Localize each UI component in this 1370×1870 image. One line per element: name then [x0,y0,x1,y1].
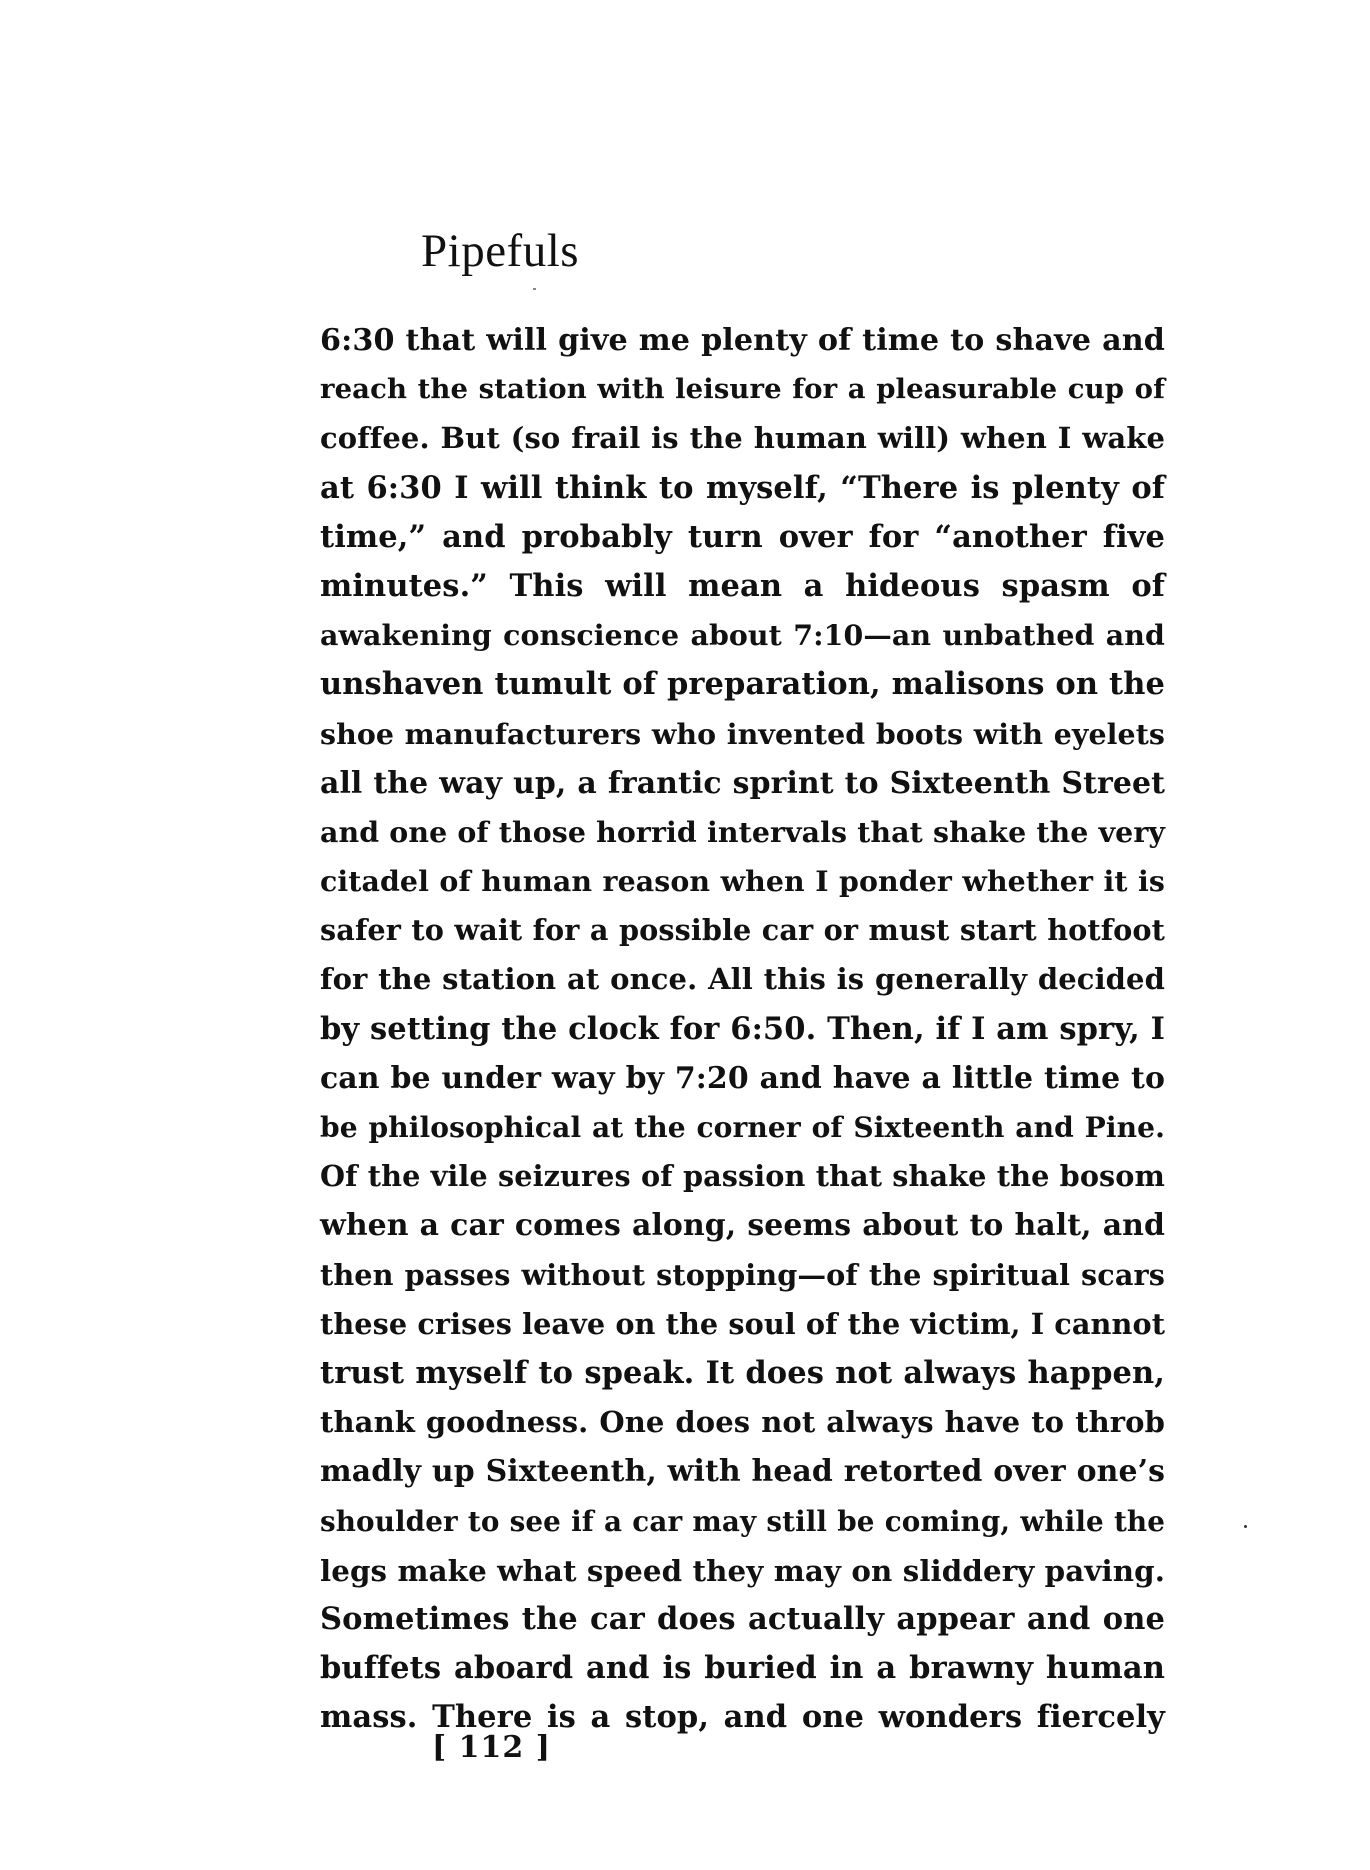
text-line: Of the vile seizures of passion that shake the bosom [320,1159,1165,1194]
text-line: trust myself to speak. It does not always happen, [320,1354,1165,1391]
text-line: minutes.” This will mean a hideous spasm of [320,567,1165,604]
text-line: 6:30 that will give me plenty of time to shave and [320,323,1165,358]
text-line: by setting the clock for 6:50. Then, if I am spry, I [320,1010,1165,1047]
body-text [320,316,1165,1742]
text-line: coffee. But (so frail is the human will) when I wake [320,421,1165,456]
ink-speck [1244,1525,1247,1528]
page-number: [ 112 ] [432,1730,551,1765]
text-line: buffets aboard and is buried in a brawny human [320,1650,1165,1687]
text-line: these crises leave on the soul of the victim, I cannot [320,1306,1166,1341]
text-line: all the way up, a frantic sprint to Sixteenth Street [320,765,1165,801]
running-head: Pipefuls [421,225,580,277]
text-line: legs make what speed they may on sliddery paving. [320,1552,1165,1588]
text-line: reach the station with leisure for a pleasurable cup of [320,373,1165,406]
ink-speck [533,288,536,290]
text-line: be philosophical at the corner of Sixteenth and Pine. [320,1111,1165,1144]
text-line: at 6:30 I will think to myself, “There is plenty of [320,469,1165,506]
text-line: safer to wait for a possible car or must start hotfoot [320,913,1165,948]
text-line: and one of those horrid intervals that shake the very [320,814,1165,849]
text-line: mass. There is a stop, and one wonders fiercely [320,1699,1165,1736]
text-line: can be under way by 7:20 and have a little time to [320,1060,1165,1096]
text-line: unshaven tumult of preparation, malisons on the [320,666,1165,703]
text-line: citadel of human reason when I ponder whether it is [320,864,1165,899]
text-line: then passes without stopping—of the spiritual scars [320,1257,1165,1292]
text-line: for the station at once. All this is generally decided [320,962,1165,997]
text-line: awakening conscience about 7:10—an unbathed and [320,618,1165,653]
text-line: when a car comes along, seems about to halt, and [320,1208,1165,1244]
text-line: Sometimes the car does actually appear and one [320,1600,1165,1637]
text-line: madly up Sixteenth, with head retorted over one’s [320,1454,1165,1490]
text-line: shoe manufacturers who invented boots with eyelets [320,716,1165,751]
text-line: thank goodness. One does not always have to throb [320,1405,1165,1440]
text-line: shoulder to see if a car may still be coming, while the [320,1504,1165,1538]
text-line: time,” and probably turn over for “another five [320,518,1165,555]
